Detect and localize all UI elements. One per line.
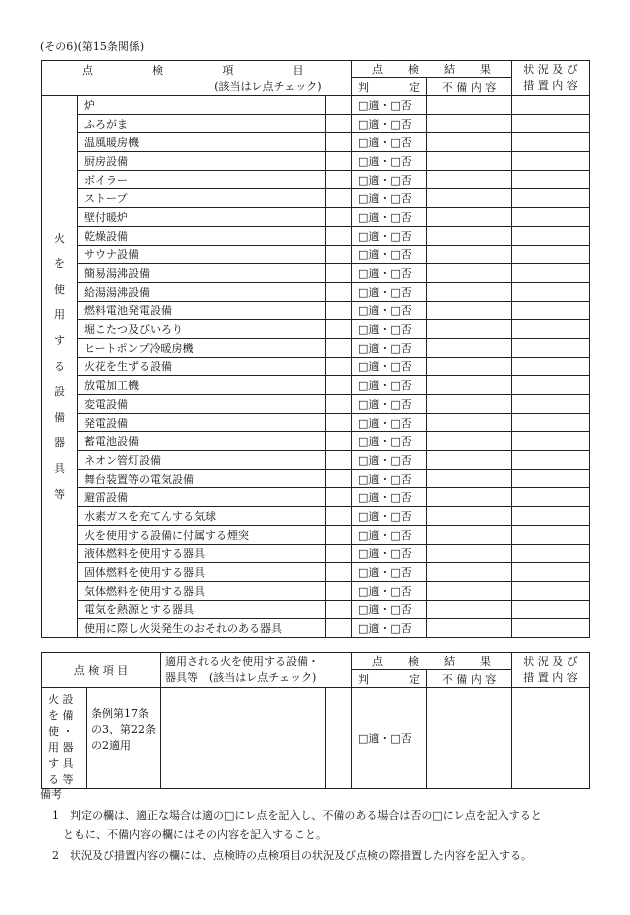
check-cell[interactable] — [326, 96, 352, 115]
check-cell[interactable] — [326, 376, 352, 395]
result-cell[interactable]: □適・□否 — [352, 563, 427, 582]
t2-check-cell[interactable] — [326, 688, 352, 789]
table-row — [42, 581, 590, 600]
check-cell[interactable] — [326, 264, 352, 283]
item-name: サウナ設備 — [78, 245, 326, 264]
result-cell[interactable]: □適・□否 — [352, 189, 427, 208]
item-name: 変電設備 — [78, 395, 326, 414]
defect-cell[interactable] — [427, 451, 512, 470]
defect-cell[interactable] — [427, 189, 512, 208]
check-cell[interactable] — [326, 133, 352, 152]
defect-cell[interactable] — [427, 563, 512, 582]
result-cell[interactable]: □適・□否 — [352, 208, 427, 227]
t2-defect-cell[interactable] — [427, 688, 512, 789]
table-row — [42, 226, 590, 245]
defect-cell[interactable] — [427, 152, 512, 171]
item-name: 放電加工機 — [78, 376, 326, 395]
item-name: 気体燃料を使用する器具 — [78, 581, 326, 600]
status-cell[interactable] — [512, 189, 590, 208]
status-cell[interactable] — [512, 170, 590, 189]
note-2: 2 状況及び措置内容の欄には、点検時の点検項目の状況及び点検の際措置した内容を記入する。 — [52, 849, 532, 862]
table-row — [42, 395, 590, 414]
status-cell[interactable] — [512, 507, 590, 526]
status-cell[interactable] — [512, 600, 590, 619]
table-row — [42, 133, 590, 152]
result-cell[interactable]: □適・□否 — [352, 114, 427, 133]
result-cell[interactable]: □適・□否 — [352, 170, 427, 189]
defect-cell[interactable] — [427, 170, 512, 189]
inspection-table-applied — [41, 652, 590, 789]
defect-cell[interactable] — [427, 133, 512, 152]
item-name: ヒートポンプ冷暖房機 — [78, 338, 326, 357]
defect-cell[interactable] — [427, 301, 512, 320]
defect-cell[interactable] — [427, 114, 512, 133]
status-cell[interactable] — [512, 245, 590, 264]
status-cell[interactable] — [512, 357, 590, 376]
table-row — [42, 245, 590, 264]
defect-cell[interactable] — [427, 581, 512, 600]
table-row — [42, 432, 590, 451]
status-cell[interactable] — [512, 282, 590, 301]
item-name: 炉 — [78, 96, 326, 115]
status-cell[interactable] — [512, 96, 590, 115]
check-cell[interactable] — [326, 600, 352, 619]
status-cell[interactable] — [512, 469, 590, 488]
check-cell[interactable] — [326, 563, 352, 582]
check-cell[interactable] — [326, 170, 352, 189]
result-cell[interactable]: □適・□否 — [352, 413, 427, 432]
table-row — [42, 413, 590, 432]
check-cell[interactable] — [326, 282, 352, 301]
status-cell[interactable] — [512, 451, 590, 470]
check-cell[interactable] — [326, 413, 352, 432]
result-cell[interactable]: □適・□否 — [352, 320, 427, 339]
status-cell[interactable] — [512, 544, 590, 563]
defect-cell[interactable] — [427, 320, 512, 339]
item-name: 発電設備 — [78, 413, 326, 432]
defect-cell[interactable] — [427, 413, 512, 432]
result-cell[interactable]: □適・□否 — [352, 245, 427, 264]
table-row — [42, 96, 590, 115]
result-cell[interactable]: □適・□否 — [352, 525, 427, 544]
form-title: (その6)(第15条関係) — [40, 40, 145, 53]
status-cell[interactable] — [512, 432, 590, 451]
t2-row-desc: 条例第17条 の3、第22条 の2適用 — [87, 688, 161, 789]
defect-cell[interactable] — [427, 619, 512, 638]
item-name: 火を使用する設備に付属する煙突 — [78, 525, 326, 544]
status-cell[interactable] — [512, 133, 590, 152]
table-row — [42, 544, 590, 563]
check-cell[interactable] — [326, 544, 352, 563]
item-name: 火花を生ずる設備 — [78, 357, 326, 376]
t2-row-label: 火 設 を 備 使 ・ 用 器 す 具 る 等 — [42, 688, 87, 789]
item-name: ストーブ — [78, 189, 326, 208]
status-cell[interactable] — [512, 264, 590, 283]
check-cell[interactable] — [326, 208, 352, 227]
result-cell[interactable]: □適・□否 — [352, 544, 427, 563]
table-row — [42, 563, 590, 582]
check-cell[interactable] — [326, 488, 352, 507]
table-row — [42, 357, 590, 376]
status-cell[interactable] — [512, 619, 590, 638]
result-cell[interactable]: □適・□否 — [352, 133, 427, 152]
result-cell[interactable]: □適・□否 — [352, 432, 427, 451]
defect-cell[interactable] — [427, 544, 512, 563]
header-result: 点 検 結 果 — [352, 61, 512, 78]
defect-cell[interactable] — [427, 282, 512, 301]
item-name: 舞台装置等の電気設備 — [78, 469, 326, 488]
item-name: ふろがま — [78, 114, 326, 133]
check-cell[interactable] — [326, 301, 352, 320]
item-name: 温風暖房機 — [78, 133, 326, 152]
table-row — [42, 301, 590, 320]
defect-cell[interactable] — [427, 432, 512, 451]
table-row — [42, 170, 590, 189]
table-row — [42, 600, 590, 619]
result-cell[interactable]: □適・□否 — [352, 282, 427, 301]
status-cell[interactable] — [512, 152, 590, 171]
item-name: 厨房設備 — [78, 152, 326, 171]
defect-cell[interactable] — [427, 376, 512, 395]
table-row — [42, 338, 590, 357]
group-label: 火 を 使 用 す る 設 備 器 具 等 — [42, 96, 78, 638]
item-name: 燃料電池発電設備 — [78, 301, 326, 320]
check-cell[interactable] — [326, 357, 352, 376]
t2-header-result: 点 検 結 果 — [352, 653, 512, 670]
item-name: 使用に際し火災発生のおそれのある器具 — [78, 619, 326, 638]
check-cell[interactable] — [326, 245, 352, 264]
defect-cell[interactable] — [427, 357, 512, 376]
t2-header-item: 点 検 項 目 — [42, 653, 161, 688]
defect-cell[interactable] — [427, 245, 512, 264]
status-cell[interactable] — [512, 488, 590, 507]
table-row — [42, 619, 590, 638]
defect-cell[interactable] — [427, 226, 512, 245]
item-name: 簡易湯沸設備 — [78, 264, 326, 283]
table-row — [42, 114, 590, 133]
check-cell[interactable] — [326, 525, 352, 544]
check-cell[interactable] — [326, 507, 352, 526]
table-row — [42, 469, 590, 488]
defect-cell[interactable] — [427, 264, 512, 283]
header-status: 状 況 及 び 措 置 内 容 — [512, 61, 590, 96]
t2-applied-cell[interactable] — [161, 688, 326, 789]
result-cell[interactable]: □適・□否 — [352, 581, 427, 600]
result-cell[interactable]: □適・□否 — [352, 619, 427, 638]
check-cell[interactable] — [326, 338, 352, 357]
defect-cell[interactable] — [427, 488, 512, 507]
table-row — [42, 451, 590, 470]
check-cell[interactable] — [326, 469, 352, 488]
defect-cell[interactable] — [427, 525, 512, 544]
status-cell[interactable] — [512, 338, 590, 357]
status-cell[interactable] — [512, 563, 590, 582]
result-cell[interactable]: □適・□否 — [352, 488, 427, 507]
check-cell[interactable] — [326, 152, 352, 171]
result-cell[interactable]: □適・□否 — [352, 264, 427, 283]
note-1b: ともに、不備内容の欄にはその内容を記入すること。 — [52, 828, 327, 841]
header-item: 点 検 項 目 (該当はレ点チェック) — [42, 61, 326, 96]
result-cell[interactable]: □適・□否 — [352, 152, 427, 171]
table-row — [42, 152, 590, 171]
item-name: 給湯湯沸設備 — [78, 282, 326, 301]
check-cell[interactable] — [326, 320, 352, 339]
table-row — [42, 488, 590, 507]
item-name: 壁付暖炉 — [78, 208, 326, 227]
header-judge: 判 定 — [352, 78, 427, 96]
check-cell[interactable] — [326, 226, 352, 245]
notes-heading: 備考 — [40, 788, 62, 801]
status-cell[interactable] — [512, 525, 590, 544]
result-cell[interactable]: □適・□否 — [352, 469, 427, 488]
check-cell[interactable] — [326, 395, 352, 414]
result-cell[interactable]: □適・□否 — [352, 301, 427, 320]
item-name: 電気を熱源とする器具 — [78, 600, 326, 619]
inspection-table-main — [41, 60, 590, 638]
result-cell[interactable]: □適・□否 — [352, 96, 427, 115]
t2-header-judge: 判 定 — [352, 670, 427, 688]
result-cell[interactable]: □適・□否 — [352, 226, 427, 245]
status-cell[interactable] — [512, 395, 590, 414]
status-cell[interactable] — [512, 376, 590, 395]
item-name: 液体燃料を使用する器具 — [78, 544, 326, 563]
result-cell[interactable]: □適・□否 — [352, 507, 427, 526]
defect-cell[interactable] — [427, 395, 512, 414]
table-row — [42, 282, 590, 301]
result-cell[interactable]: □適・□否 — [352, 376, 427, 395]
status-cell[interactable] — [512, 320, 590, 339]
t2-header-defect: 不 備 内 容 — [427, 670, 512, 688]
result-cell[interactable]: □適・□否 — [352, 395, 427, 414]
item-name: 固体燃料を使用する器具 — [78, 563, 326, 582]
check-cell[interactable] — [326, 432, 352, 451]
result-cell[interactable]: □適・□否 — [352, 338, 427, 357]
status-cell[interactable] — [512, 301, 590, 320]
table-row — [42, 320, 590, 339]
status-cell[interactable] — [512, 226, 590, 245]
table-row — [42, 208, 590, 227]
t2-header-applied: 適用される火を使用する設備・ 器具等 (該当はレ点チェック) — [161, 653, 352, 688]
result-cell[interactable]: □適・□否 — [352, 451, 427, 470]
check-cell[interactable] — [326, 114, 352, 133]
defect-cell[interactable] — [427, 507, 512, 526]
defect-cell[interactable] — [427, 600, 512, 619]
result-cell[interactable]: □適・□否 — [352, 600, 427, 619]
table-row — [42, 525, 590, 544]
defect-cell[interactable] — [427, 208, 512, 227]
t2-status-cell[interactable] — [512, 688, 590, 789]
item-name: 蓄電池設備 — [78, 432, 326, 451]
defect-cell[interactable] — [427, 96, 512, 115]
note-1a: 1 判定の欄は、適正な場合は適の□にレ点を記入し、不備のある場合は否の□にレ点を記入すると — [52, 809, 542, 822]
item-name: 水素ガスを充てんする気球 — [78, 507, 326, 526]
check-cell[interactable] — [326, 581, 352, 600]
table-row — [42, 189, 590, 208]
defect-cell[interactable] — [427, 469, 512, 488]
item-name: 避雷設備 — [78, 488, 326, 507]
table-row — [42, 376, 590, 395]
status-cell[interactable] — [512, 581, 590, 600]
header-defect: 不 備 内 容 — [427, 78, 512, 96]
item-name: 堀こたつ及びいろり — [78, 320, 326, 339]
result-cell[interactable]: □適・□否 — [352, 357, 427, 376]
table-row — [42, 264, 590, 283]
item-name: ネオン管灯設備 — [78, 451, 326, 470]
check-cell[interactable] — [326, 619, 352, 638]
item-name: ボイラー — [78, 170, 326, 189]
status-cell[interactable] — [512, 413, 590, 432]
status-cell[interactable] — [512, 114, 590, 133]
status-cell[interactable] — [512, 208, 590, 227]
item-name: 乾燥設備 — [78, 226, 326, 245]
t2-header-status: 状 況 及 び 措 置 内 容 — [512, 653, 590, 688]
check-cell[interactable] — [326, 451, 352, 470]
table-row — [42, 507, 590, 526]
t2-result-cell[interactable]: □適・□否 — [352, 688, 427, 789]
defect-cell[interactable] — [427, 338, 512, 357]
check-cell[interactable] — [326, 189, 352, 208]
